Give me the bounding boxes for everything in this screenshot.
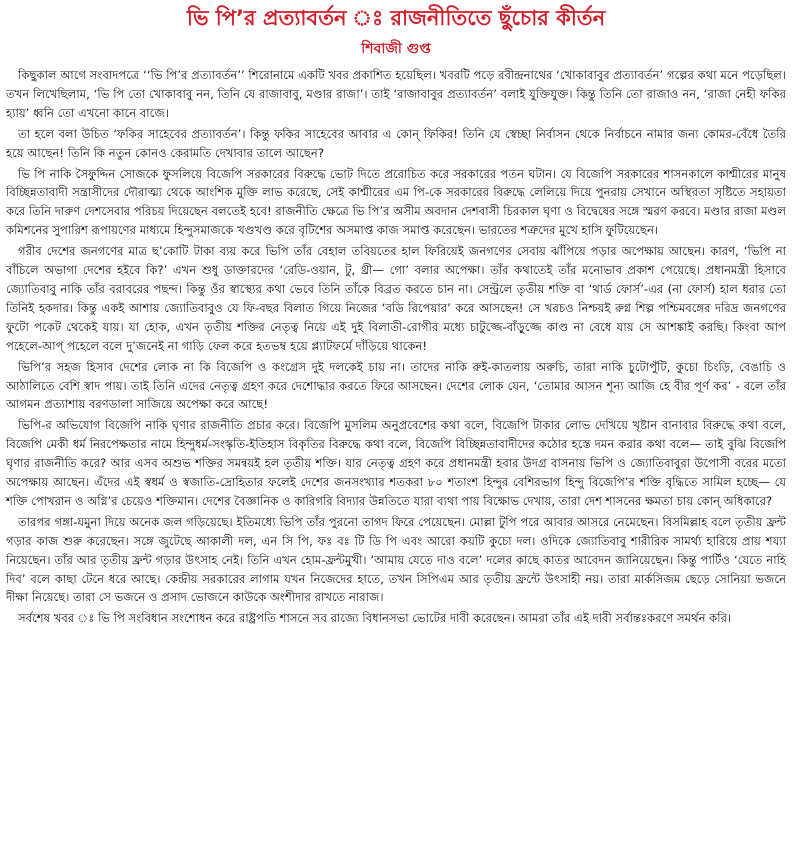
article-paragraph: গরীব দেশের জনগণের মাত্র ছ’কোটি টাকা ব্যয় করে ভিপি তাঁর বেহাল তবিয়তের হাল ফিরিয়েই জনগণের সেবায় ঝাঁপিয়ে পড়ার অপেক্ষায় আছেন। কারণ, ‘ভিপি না বাঁচিলে অভাগা দেশের হইবে কি?’ এখন শুধু ডাক্তারদের ‘রেডি-ওয়ান, টু, থ্রী— গো’ বলার অপেক্ষা। তাঁর কথাতেই তাঁর মনোভাব প্রকাশ পেয়েছে। প্রধানমন্ত্রী হিসাবে জ্যোতিবাবু নাকি তাঁর বরাবরের পছন্দ। কিন্তু ওঁর স্বাস্থ্যের কথা ভেবে তিনি তাঁকে বিব্রত করতে চান না। সেন্ট্রলে তৃতীয় শক্তি বা ‘থার্ড ফোর্স’-এর (না ফোর্স) হাল ধরার তো তিনিই হকদার। কিন্তু একই আশায় জ্যোতিবাবুও যে ফি-বছর বিলাত গিয়ে নিজের ‘বডি রিপেয়ার’ করে আসছেন! সে খরচও নিশ্চয়ই রুগ্ন শিল্প পশ্চিমবঙ্গের দরিদ্র জনগণের ফুটো পকেট থেকেই যায়। যা হোক, এখন তৃতীয় শক্তির নেতৃত্ব নিয়ে এই দুই বিলাতী-রোগীর মধ্যে চাটুজ্জে-বাঁড়ুজ্জে কাণ্ড না বেধে যায় সে আশঙ্কাই করছি। কিংবা আপ পহেলে-আপ্ পহেলে বলে দু’জনেই না গাড়ি ফেল করে হতভম্ব হয়ে প্ল্যাটফর্মে দাঁড়িয়ে থাকেন! bbox=[6, 244, 786, 353]
article-paragraph: সর্বশেষ খবর ঃ ভি পি সংবিধান সংশোধন করে রাষ্ট্রপতি শাসনে সব রাজ্যে বিধানসভা ভোটের দাবী করেছেন। আমরা তাঁর এই দাবী সর্বান্তঃকরণে সমর্থন করি। bbox=[18, 611, 732, 626]
article-paragraph: ভিপি-র অভিযোগ বিজেপি নাকি ঘৃণার রাজনীতি প্রচার করে। বিজেপি মুসলিম অনুপ্রবেশের কথা বলে, বিজেপি টাকার লোভ দেখিয়ে খৃষ্টান বানাবার বিরুদ্ধে কথা বলে, বিজেপি মেকী ধর্ম নিরপেক্ষতার নামে হিন্দুধর্ম-সংস্কৃতি-ইতিহাস বিকৃতির বিরুদ্ধে কথা বলে, বিজেপি বিচ্ছিন্নতাবাদীদের কঠোর হস্তে দমন করার কথা বলে— তাই বুঝি বিজেপি ঘৃণার রাজনীতি করে? আর এসব অশুভ শক্তির সমন্বয়ই হল তৃতীয় শক্তি। যার নেতৃত্ব গ্রহণ করে প্রধানমন্ত্রী হবার উদগ্র বাসনায় ভিপি ও জ্যোতিবাবুরা উপোসী বরের মতো অপেক্ষায় আছেন। এঁদের এই স্বধর্ম ও স্বজাতি-দ্রোহিতার ফলেই দেশের জনসংখ্যার শতকরা ৮০ শতাংশ হিন্দুর বেশিরভাগ হিন্দু বিজেপি’র শক্তি বৃদ্ধিতে সামিল হচ্ছে— যে শক্তি পোখরান ও অগ্নি’র চেয়েও শক্তিমান। দেশের বৈজ্ঞানিক ও কারিগরি বিদ্যার উন্নতিতে যারা ব্যথা পায় বিক্ষোভ দেখায়, তারা দেশ শাসনের ক্ষমতা চায় কোন্ অধিকারে? bbox=[6, 418, 786, 508]
article-paragraph: তারপর গঙ্গা-যমুনা দিয়ে অনেক জল গড়িয়েছে। ইতিমধ্যে ভিপি তাঁর পুরনো তাগদ ফিরে পেয়েছেন। মোল্লা টুপি পরে আবার আসরে নেমেছেন। বিসমিল্লাহ বলে তৃতীয় ফ্রন্ট গড়ার কাজ শুরু করেছেন। সঙ্গে জুটেছে আকালী দল, এন সি পি, ফঃ বঃ টি ডি পি এবং আরো কয়টি কুচো দল। ওদিকে জ্যোতিবাবু শারীরিক সামর্থ্য হারিয়ে প্রায় শয্যা নিয়েছেন। তাঁর আর তৃতীয় ফ্রন্ট গড়ার উৎসাহ নেই। তিনি এখন হোম-ফ্রন্টমুখী। ‘আমায় যেতে দাও বলে’ দলের কাছে কাতর আবেদন জানিয়েছেন। কিন্তু পার্টিও ‘যেতে নাহি দিব’ বলে কাছা টেনে ধরে আছে। কেন্দ্রীয় সরকারের লাগাম যখন নিজেদের হাতে, তখন সিপিএম আর তৃতীয় ফ্রন্টে উৎসাহী নয়। তারা মার্কসিজম ছেড়ে সোনিয়া ভজনে দীক্ষা নিয়েছে। তারা সে ভজনে ও প্রসাদ ভোজনে কাউকে অংশীদার রাখতে নারাজ। bbox=[6, 514, 787, 605]
article-body bbox=[6, 66, 786, 628]
author-byline: শিবাজী গুপ্ত bbox=[361, 41, 431, 57]
article-paragraph: কিছুকাল আগে সংবাদপত্রে ‘‘ভি পি’র প্রত্যাবর্তন’’ শিরোনামে একটি খবর প্রকাশিত হয়েছিল। খবরটি পড়ে রবীন্দ্রনাথের ‘খোকাবাবুর প্রত্যাবর্তন’ গল্পের কথা মনে পড়েছিল। তখন লিখেছিলাম, ‘ভি পি তো খোকাবাবু নন, তিনি যে রাজাবাবু, মণ্ডার রাজা’। তাই ‘রাজাবাবুর প্রত্যাবর্তন’ বলাই যুক্তিযুক্ত। কিন্তু তিনি তো রাজাও নন, ‘রাজা নেহী ফকির হ্যায়’ ধ্বনি তো এখনো কানে বাজে। bbox=[6, 68, 786, 120]
article-paragraph: ভি পি নাকি সৈফুদ্দিন সোজকে ফুসলিয়ে বিজেপি সরকারের বিরুদ্ধে ভোট দিতে প্ররোচিত করে সরকারের পতন ঘটান। যে বিজেপি সরকারের শাসনকালে কাশ্মীরের মানুষ বিচ্ছিন্নতাবাদী সন্ত্রাসীদের দৌরাত্ম্য থেকে আংশিক মুক্তি লাভ করেছে, সেই কাশ্মীরের এম পি-কে সরকারের বিরুদ্ধে লেলিয়ে দিয়ে পুনরায় সেখানে অস্থিরতা সৃষ্টিতে সহায়তা করে তিনি দারুণ দেশসেবার পরিচয় দিয়েছেন বলতেই হবে! রাজনীতি ক্ষেত্রে ভি পি’র অসীম অবদান দেশবাসী চিরকাল ঘৃণা ও বিদ্বেষের সঙ্গে স্মরণ করবে। মণ্ডার রাজা মণ্ডল কমিশনের সুপারিশ রূপায়ণের মাধ্যমে হিন্দুসমাজকে খণ্ডখণ্ড করে বৃটিশের অসমাপ্ত কাজ সমাপ্ত করেছেন। ভারতের শত্রুদের মুখে হাসি ফুটিয়েছেন। bbox=[6, 166, 786, 238]
article-paragraph: ভিপি’র সহজ হিসাব দেশের লোক না কি বিজেপি ও কংগ্রেস দুই দলকেই চায় না। তাদের নাকি রুই-কাতলায় অরুচি, তারা নাকি চুটোপুঁটি, কুচো চিংড়ি, বেঙাচি ও আঠালিতে বেশি স্বাদ পায়। তাই তিনি এদের নেতৃত্ব গ্রহণ করে দেশোদ্ধার করতে ফিরে আসছেন। দেশের লোক যেন, ‘তোমার আসন শূন্য আজি হে বীর পূর্ণ কর’ - বলে তাঁর আগমন প্রত্যাশায় বরণডালা সাজিয়ে অপেক্ষা করে আছে! bbox=[6, 359, 786, 412]
article-title: ভি পি’র প্রত্যাবর্তন ঃ রাজনীতিতে ছুঁচোর কীর্তন bbox=[186, 6, 606, 30]
article-paragraph: তা হলে বলা উচিত ‘ফকির সাহেবের প্রত্যাবর্তন’। কিন্তু ফকির সাহেবের আবার এ কোন্ ফিকির! তিনি যে স্বেচ্ছা নির্বাসন থেকে নির্বাচনে নামার জন্য কোমর-বেঁধে তৈরি হয়ে আছেন! তিনি কি নতুন কোনও কেরামতি দেখাবার তালে আছেন? bbox=[6, 126, 786, 160]
